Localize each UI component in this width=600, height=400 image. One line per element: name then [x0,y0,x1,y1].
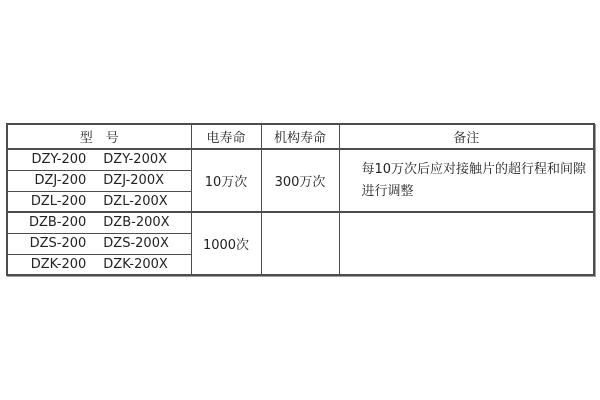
header-row [7,124,594,149]
model-pair [8,236,191,251]
model-name: DZY-200 [31,152,87,168]
model-pair [8,173,191,188]
relay-life-spec-table [6,123,595,276]
remarks-line-2: 进行调整 [361,183,414,199]
model-pair [8,152,191,167]
model-cell [7,233,191,254]
model-name: DZL-200X [103,193,168,209]
remarks-cell-group1 [339,149,594,212]
model-cell [7,212,191,233]
col-header-remarks: 备注 [339,124,594,149]
col-header-model: 型 号 [7,124,191,149]
model-name: DZB-200X [103,215,170,231]
model-name: DZS-200X [103,236,169,251]
table-row-dzy [7,149,594,170]
model-cell [7,254,191,275]
model-name: DZL-200 [30,193,87,209]
model-pair [8,215,191,230]
electrical-life-cell-group2: 1000次 [191,212,261,275]
model-cell [7,149,191,170]
model-name: DZK-200 [30,256,87,272]
model-cell [7,191,191,212]
spec-table-container [6,123,595,276]
table-body [7,149,594,275]
table-header [7,124,594,149]
table-row-dzb [7,212,594,233]
model-cell [7,170,191,191]
col-header-mechanism-life: 机构寿命 [261,124,339,149]
model-pair [8,257,191,272]
model-pair [8,194,191,209]
remarks-cell-group2 [339,212,594,275]
model-name: DZY-200X [103,152,168,168]
mechanism-life-cell-group1: 300万次 [261,149,339,212]
col-header-electrical-life: 电寿命 [191,124,261,149]
model-name: DZS-200 [29,236,87,251]
electrical-life-cell-group1: 10万次 [191,149,261,212]
mechanism-life-cell-group2 [261,212,339,275]
model-name: DZJ-200X [103,173,164,188]
model-name: DZB-200 [28,215,87,231]
model-name: DZK-200X [103,256,168,272]
remarks-line-1: 每10万次后应对接触片的超行程和间隙 [361,161,587,177]
model-name: DZJ-200 [34,173,87,188]
